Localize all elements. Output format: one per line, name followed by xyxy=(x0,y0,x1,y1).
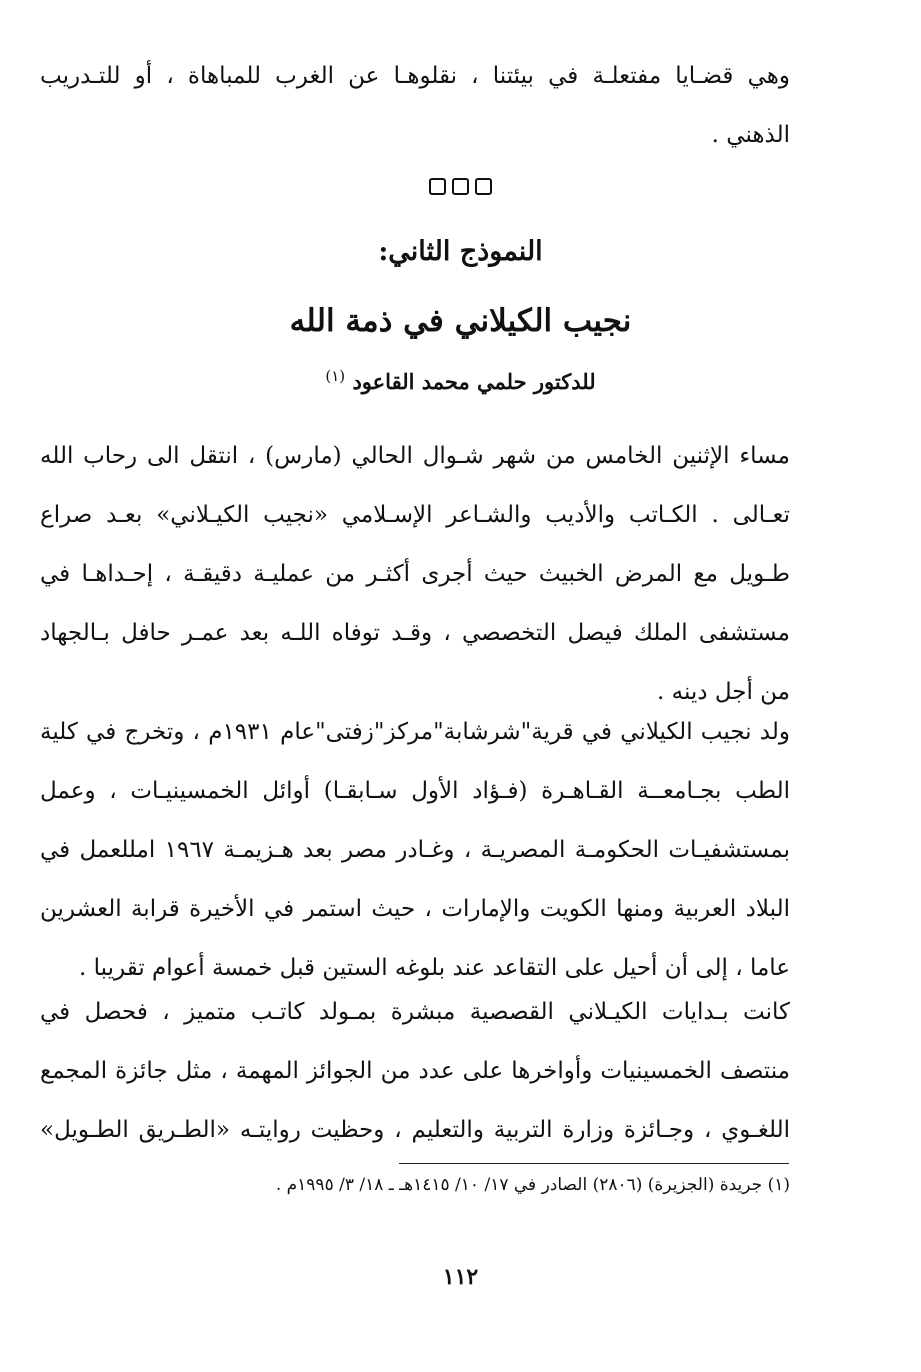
text-line: مساء الإثنين الخامس من شهر شـوال الحالي (مارس) ، انتقل الى رحاب الله xyxy=(40,443,790,469)
author-name: للدكتور حلمي محمد القاعود xyxy=(352,369,596,394)
text-line: تعـالى . الكـاتب والأديب والشـاعر الإسـلامي «نجيب الكيـلاني» بعـد صراع xyxy=(40,502,790,528)
text-line: عاما ، إلى أن أحيل على التقاعد عند بلوغه الستين قبل خمسة أعوام تقريبا . xyxy=(79,955,790,981)
section-separator xyxy=(0,178,921,199)
square-ornament-icon xyxy=(452,178,469,195)
text-line: اللغـوي ، وجـائزة وزارة التربية والتعليم ، وحظيت روايتـه «الطـريق الطـويل» xyxy=(40,1117,790,1143)
text-line: البلاد العربية ومنها الكويت والإمارات ، حيث استمر في الأخيرة قرابة العشرين xyxy=(40,896,790,922)
paragraph-1 xyxy=(40,427,790,722)
text-line: بمستشفيـات الحكومـة المصريـة ، وغـادر مصر بعد هـزيمـة ١٩٦٧ ام‍للعمل في xyxy=(40,837,790,863)
text-line: وهي قضـايا مفتعلـة في بيئتنا ، نقلوهـا عن الغرب للمباهاة ، أو للتـدريب xyxy=(40,63,790,89)
footnote: (١) جريدة (الجزيرة) (٢٨٠٦) الصادر في ١٧/ ١٠/ ١٤١٥هـ ـ ١٨/ ٣/ ١٩٩٥م . xyxy=(275,1175,790,1195)
paragraph-2 xyxy=(40,703,790,998)
text-line: الطب بجـامعــة القـاهـرة (فـؤاد الأول سـابقـا) أوائل الخمسينيـات ، وعمل xyxy=(40,778,790,804)
text-line: من أجل دينه . xyxy=(656,679,790,705)
intro-paragraph xyxy=(40,47,790,165)
text-line: الذهني . xyxy=(711,122,790,148)
text-line: كانت بـدايات الكيـلاني القصصية مبشرة بمـولد كاتـب متميز ، فحصل في xyxy=(40,999,790,1025)
square-ornament-icon xyxy=(429,178,446,195)
text-line: مستشفى الملك فيصل التخصصي ، وقـد توفاه اللـه بعد عمـر حافل بـالجهاد xyxy=(40,620,790,646)
text-line: منتصف الخمسينيات وأواخرها على عدد من الجوائز المهمة ، مثل جائزة المجمع xyxy=(40,1058,790,1084)
square-ornament-icon xyxy=(475,178,492,195)
text-line: طـويل مع المرض الخبيث حيث أجرى أكثـر من عمليـة دقيقـة ، إحـداهـا في xyxy=(40,561,790,587)
text-line: ولد نجيب الكيلاني في قرية"شرشابة"مركز"زفتى"عام ١٩٣١م ، وتخرج في كلية xyxy=(40,719,790,745)
paragraph-3 xyxy=(40,983,790,1160)
section-label: النموذج الثاني: xyxy=(378,236,543,267)
footnote-marker: (١) xyxy=(325,367,346,385)
article-title: نجيب الكيلاني في ذمة الله xyxy=(289,303,632,339)
page-number: ١١٢ xyxy=(442,1264,479,1290)
footnote-divider xyxy=(399,1163,789,1164)
article-author xyxy=(0,367,921,394)
